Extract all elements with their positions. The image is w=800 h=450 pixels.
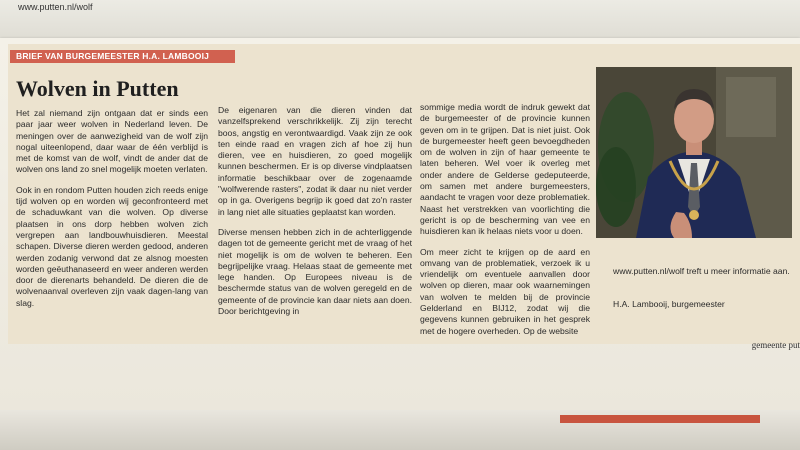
paragraph: Het zal niemand zijn ontgaan dat er sinds een paar jaar weer wolven in Nederland leven. De meningen over de aanwezigheid van de wolf zijn nogal uiteenlopend, daar waar de één verblijd is met de komst van de wolf, vindt de ander dat de wolven ons land zo snel mogelijk moeten verlaten. xyxy=(16,108,208,175)
article-column-3 xyxy=(420,102,590,346)
article-ribbon: BRIEF VAN BURGEMEESTER H.A. LAMBOOIJ xyxy=(10,50,235,63)
article-column-1 xyxy=(16,108,208,318)
website-note: www.putten.nl/wolf treft u meer informatie aan. xyxy=(613,266,790,276)
paragraph: Diverse mensen hebben zich in de achterliggende dagen tot de gemeente gericht met de vraag of het niet mogelijk is om de wolven te beheren. Een begrijpelijke vraag. Helaas staat de gemeente met lege handen. Op Europees niveau is de beschermde status van de wolven geregeld en de gemeente of de provincie kan daar niets aan doen. Door berichtgeving in xyxy=(218,226,412,317)
portrait-illustration xyxy=(596,67,792,238)
article-column-2 xyxy=(218,105,412,326)
article-title: Wolven in Putten xyxy=(16,76,179,101)
paragraph: De eigenaren van die dieren vinden dat vanzelfsprekend verschrikkelijk. Zij zijn terecht boos, angstig en verontwaardigd. Vaak zijn ze ook ten einde raad en vragen zich af hoe zij hun dieren, vee en huisdieren, zo goed mogelijk kunnen beschermen. Er is op diverse vindplaatsen informatie beschikbaar over de zogenaamde "wolfwerende rasters", zodat ik daar nu niet verder op in ga. Overigens begrijp ik goed dat zo'n raster in lang niet alle situaties geplaatst kan worden. xyxy=(218,105,412,217)
paragraph: Om meer zicht te krijgen op de aard en omvang van de problematiek, verzoek ik u vriendelijk om eventuele aanvallen door wolven op dieren, maar ook waarnemingen van wolven te melden bij de provincie Gelderland en BIJ12, zodat wij die gegevens kunnen gebruiken in het gesprek met de hogere overheden. Op de website xyxy=(420,246,590,336)
page-footer-brand: gemeente put xyxy=(751,340,800,350)
paragraph: sommige media wordt de indruk gewekt dat de burgemeester of de provincie kunnen geven om in te grijpen. Dat is niet juist. Ook de burgemeester heeft geen bevoegdheden om de wolven in zijn of haar gemeente te laten beheren. Wel voer ik overleg met onder andere de Gelderse gedeputeerde, om samen met andere burgemeesters, aandacht te vragen voor deze problematiek. Naast het verstrekken van voorlichting die gericht is op de bescherming van vee en huisdieren kan ik helaas niets voor u doen. xyxy=(420,102,590,237)
mayor-portrait-photo xyxy=(596,67,792,238)
paragraph: Ook in en rondom Putten houden zich reeds enige tijd wolven op en worden wij geconfronteerd met de schaduwkant van die wolven. Op diverse plaatsen in ons dorp hebben wolven zich vergrepen aan landbouwhuisdieren. Meestal schapen. Diverse dieren werden gedood, anderen werden zodanig verwond dat ze alsnog moesten worden geëuthanaseerd en weer anderen werden door de dierenarts behandeld. De dieren die de wolvenaanval overleven zijn vaak dagen-lang van slag. xyxy=(16,184,208,308)
top-url: www.putten.nl/wolf xyxy=(18,2,93,12)
previous-page-strip xyxy=(0,0,800,42)
red-band-decoration xyxy=(560,415,760,423)
signature-line: H.A. Lambooij, burgemeester xyxy=(613,299,725,309)
